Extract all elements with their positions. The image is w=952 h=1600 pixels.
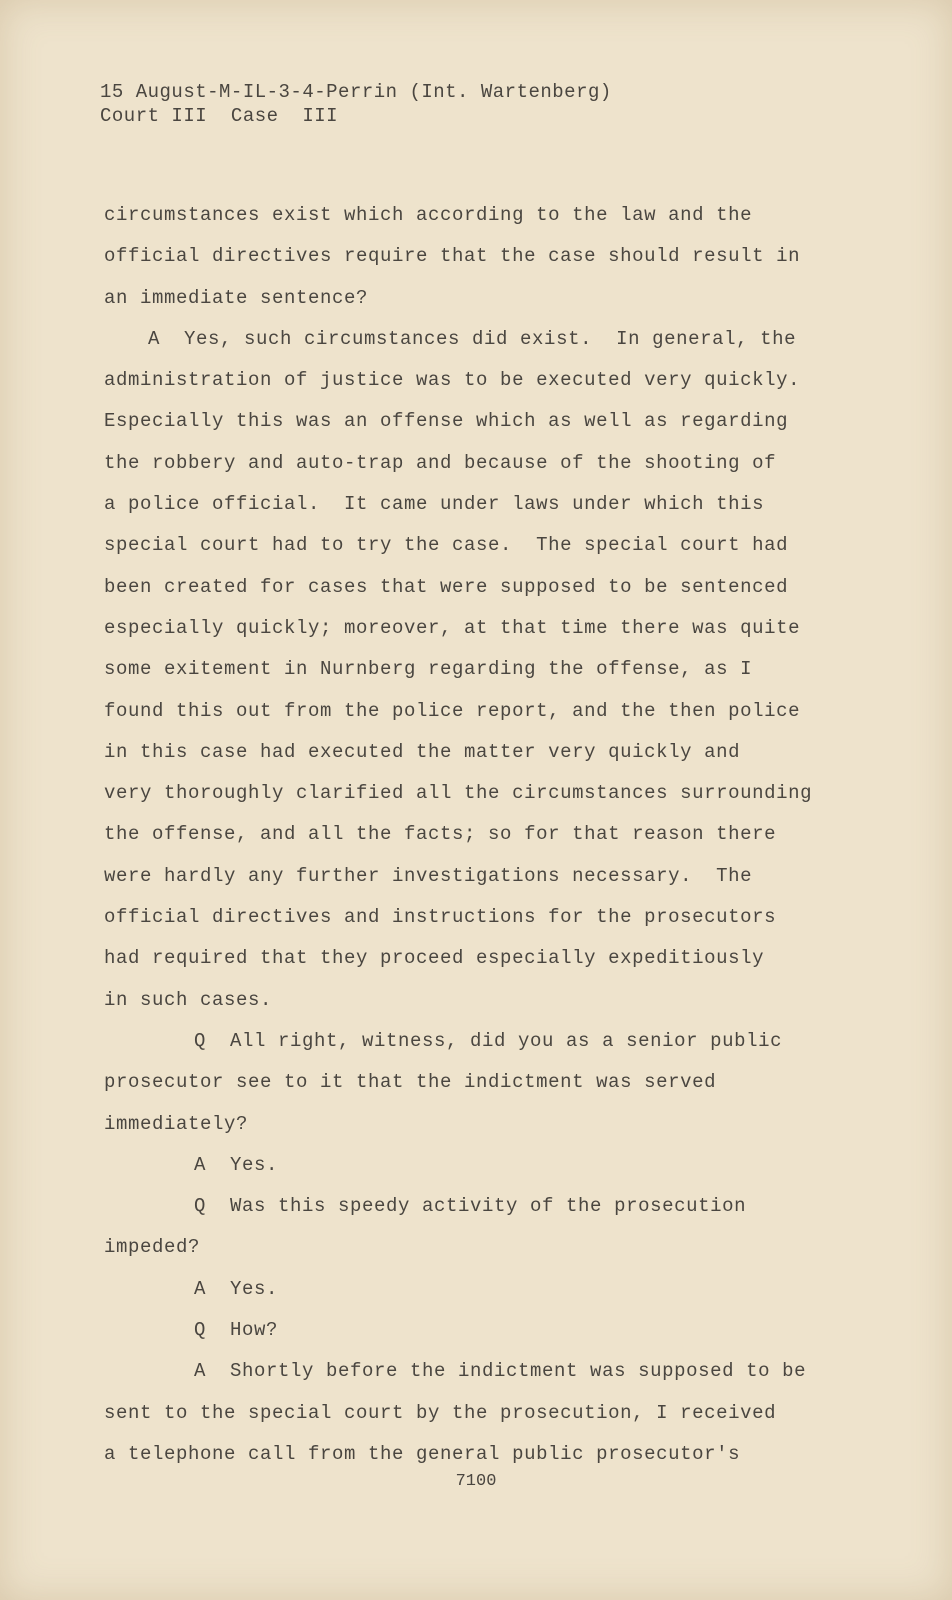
transcript-line: Q How? <box>194 1319 279 1342</box>
transcript-line: immediately? <box>104 1112 249 1135</box>
transcript-line: official directives require that the case should result in <box>104 245 801 268</box>
transcript-line: very thoroughly clarified all the circumstances surrounding <box>104 782 813 805</box>
transcript-line: Q Was this speedy activity of the prosecution <box>194 1195 747 1218</box>
transcript-line: the offense, and all the facts; so for that reason there <box>104 823 777 846</box>
header-line-2: Court III Case III <box>100 105 339 127</box>
transcript-line: special court had to try the case. The special court had <box>104 534 789 557</box>
transcript-line: the robbery and auto-trap and because of the shooting of <box>104 451 777 474</box>
transcript-line: Especially this was an offense which as well as regarding <box>104 410 789 433</box>
transcript-line: impeded? <box>104 1236 201 1259</box>
transcript-line: sent to the special court by the prosecution, I received <box>104 1401 777 1424</box>
transcript-line: some exitement in Nurnberg regarding the offense, as I <box>104 658 753 681</box>
transcript-line: a telephone call from the general public prosecutor's <box>104 1442 741 1465</box>
transcript-line: a police official. It came under laws under which this <box>104 493 765 516</box>
transcript-line: circumstances exist which according to the law and the <box>104 204 753 226</box>
document-header <box>100 80 612 128</box>
transcript-line: administration of justice was to be executed very quickly. <box>104 369 801 392</box>
transcript-line: found this out from the police report, and the then police <box>104 699 801 722</box>
header-line-1: 15 August-M-IL-3-4-Perrin (Int. Wartenberg) <box>100 81 612 103</box>
transcript-line: prosecutor see to it that the indictment was served <box>104 1071 717 1094</box>
transcript-line: A Yes. <box>194 1153 279 1176</box>
transcript-line: been created for cases that were supposed to be sentenced <box>104 575 789 598</box>
transcript-line: had required that they proceed especially expeditiously <box>104 947 765 970</box>
transcript-line: A Yes. <box>194 1277 279 1300</box>
transcript-line: in such cases. <box>104 988 273 1011</box>
page-number: 7100 <box>455 1472 497 1491</box>
transcript-line: Q All right, witness, did you as a senior public <box>194 1029 783 1052</box>
transcript-line: A Yes, such circumstances did exist. In general, the <box>148 327 797 350</box>
transcript-line: official directives and instructions for the prosecutors <box>104 906 777 929</box>
transcript-line: A Shortly before the indictment was supposed to be <box>194 1360 807 1383</box>
transcript-body <box>104 195 844 1475</box>
transcript-line: an immediate sentence? <box>104 286 369 309</box>
transcript-line: in this case had executed the matter very quickly and <box>104 740 741 763</box>
transcript-line: especially quickly; moreover, at that time there was quite <box>104 616 801 639</box>
transcript-line: were hardly any further investigations necessary. The <box>104 864 753 887</box>
